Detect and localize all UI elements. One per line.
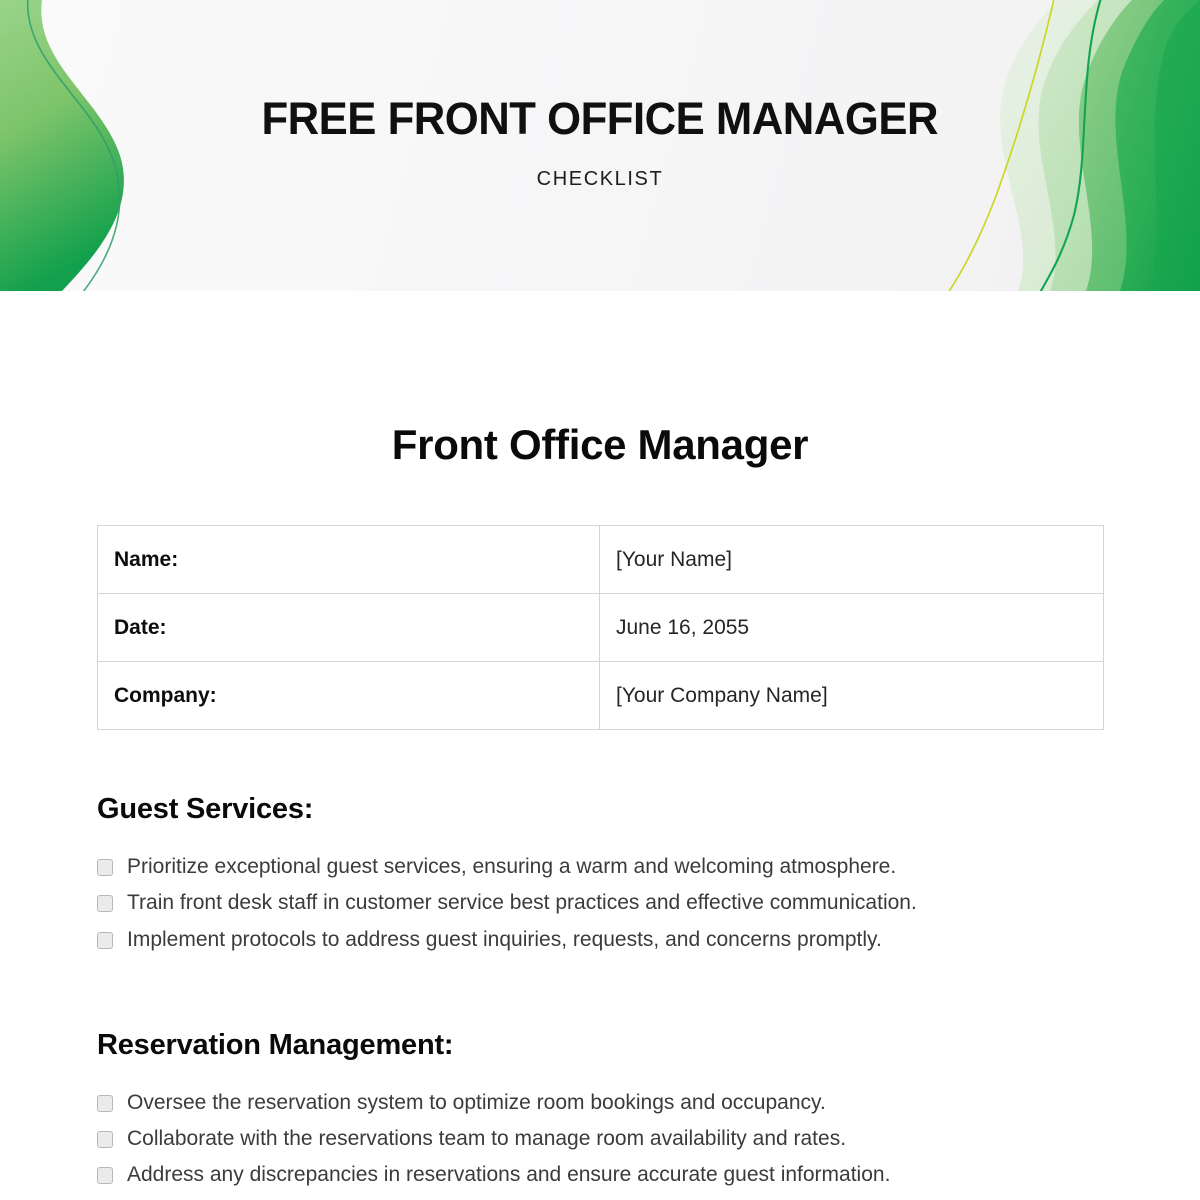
section-heading-reservation-management: Reservation Management:	[97, 1028, 454, 1061]
document-content	[0, 291, 1200, 1189]
left-wave-shape	[0, 0, 124, 291]
page-title: Front Office Manager	[391, 421, 809, 468]
banner-title: FREE FRONT OFFICE MANAGER	[261, 93, 939, 144]
checkbox-icon[interactable]	[97, 895, 113, 912]
banner-decoration	[0, 0, 1200, 291]
list-item-label: Oversee the reservation system to optimize room bookings and occupancy.	[127, 1090, 826, 1114]
checkbox-icon[interactable]	[97, 1131, 113, 1148]
list-item-label: Train front desk staff in customer service best practices and effective communication.	[127, 891, 917, 915]
list-item-label: Collaborate with the reservations team to manage room availability and rates.	[127, 1127, 847, 1151]
checklist-reservation-management	[97, 1062, 1103, 1189]
table-label-date: Date:	[98, 594, 600, 662]
list-item[interactable]	[97, 927, 1103, 953]
section-guest-services	[97, 730, 1103, 953]
section-heading-guest-services: Guest Services:	[97, 793, 314, 826]
list-item[interactable]	[97, 890, 1103, 916]
table-label-name: Name:	[98, 526, 600, 594]
header-banner	[0, 0, 1200, 291]
table-value-name[interactable]: [Your Name]	[600, 526, 1104, 594]
checkbox-icon[interactable]	[97, 1167, 113, 1184]
section-reservation-management	[97, 963, 1103, 1189]
checkbox-icon[interactable]	[97, 932, 113, 949]
list-item-label: Address any discrepancies in reservations and ensure accurate guest information.	[127, 1163, 891, 1187]
list-item[interactable]	[97, 1090, 1103, 1116]
table-row	[98, 662, 1104, 730]
banner-subtitle: CHECKLIST	[536, 167, 664, 190]
list-item[interactable]	[97, 1162, 1103, 1188]
table-row	[98, 594, 1104, 662]
checkbox-icon[interactable]	[97, 1095, 113, 1112]
table-row	[98, 526, 1104, 594]
table-value-company[interactable]: [Your Company Name]	[600, 662, 1104, 730]
list-item[interactable]	[97, 854, 1103, 880]
list-item[interactable]	[97, 1126, 1103, 1152]
checklist-guest-services	[97, 826, 1103, 953]
list-item-label: Implement protocols to address guest inquiries, requests, and concerns promptly.	[127, 927, 882, 951]
checkbox-icon[interactable]	[97, 859, 113, 876]
table-value-date[interactable]: June 16, 2055	[600, 594, 1104, 662]
table-label-company: Company:	[98, 662, 600, 730]
info-table	[97, 525, 1104, 730]
list-item-label: Prioritize exceptional guest services, ensuring a warm and welcoming atmosphere.	[127, 855, 897, 879]
